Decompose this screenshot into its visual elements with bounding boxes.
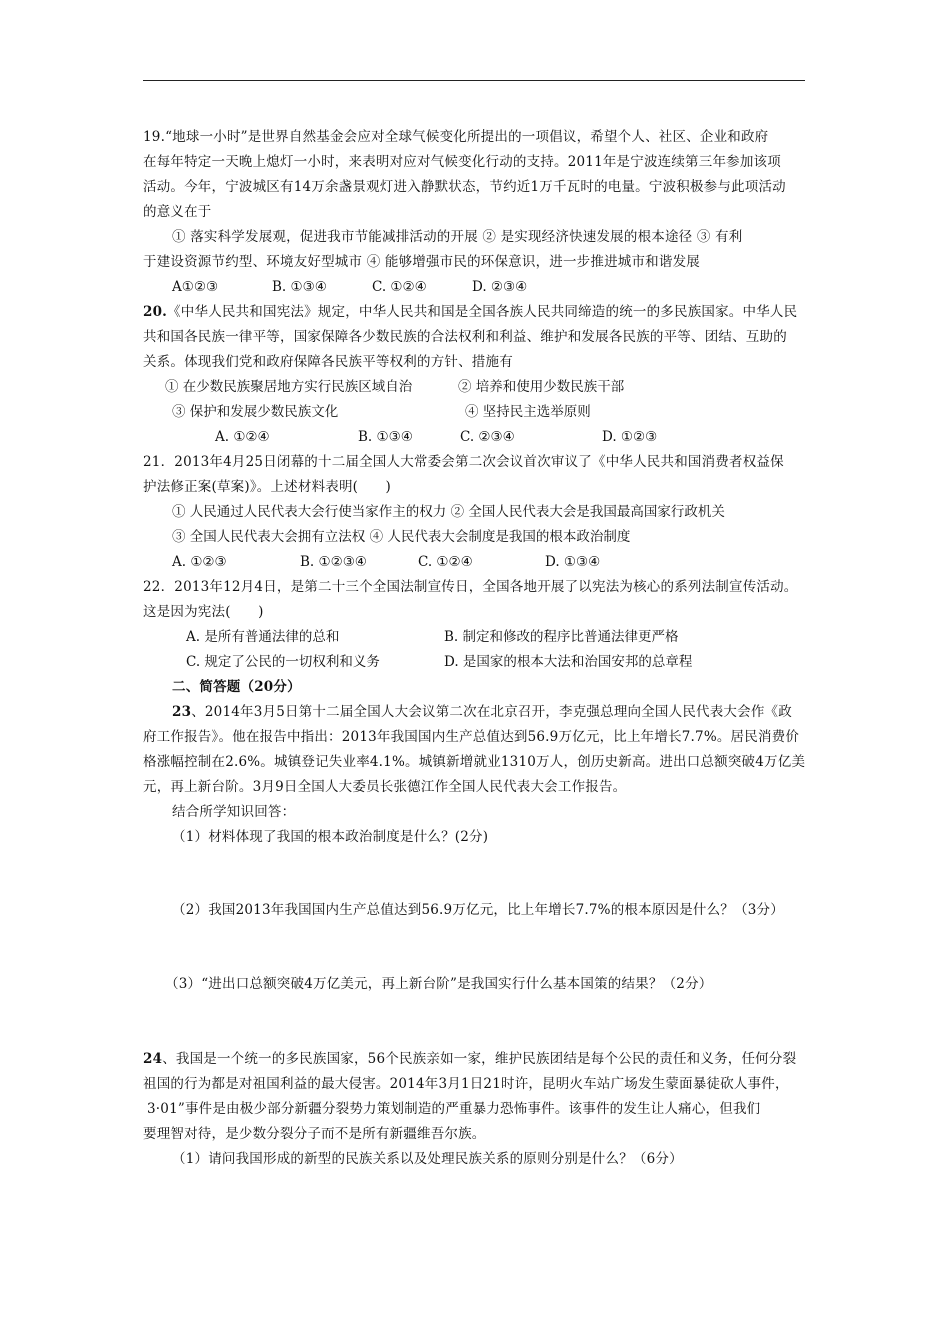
q23-line-3: 格涨幅控制在2.6%。城镇登记失业率4.1%。城镇新增就业1310万人，创历史新高。进出口总额突破4万亿美 — [143, 754, 806, 770]
q20-option-c: C. ②③④ — [460, 429, 515, 445]
q19-line-6: 于建设资源节约型、环境友好型城市 ④ 能够增强市民的环保意识，进一步推进城市和谐发展 — [143, 254, 700, 270]
q19-line-3: 活动。今年，宁波城区有14万余盏景观灯进入静默状态，节约近1万千瓦时的电量。宁波积极参与此项活动 — [143, 179, 786, 195]
q20-line-2: 共和国各民族一律平等，国家保障各少数民族的合法权利和利益、维护和发展各民族的平等、团结、互助的 — [143, 329, 787, 345]
q19-option-c: C. ①②④ — [372, 279, 427, 295]
q22-option-a: A. 是所有普通法律的总和 — [186, 629, 340, 645]
q21-option-a: A. ①②③ — [172, 554, 227, 570]
q21-item-1: ① 人民通过人民代表大会行使当家作主的权力 ② 全国人民代表大会是我国最高国家行政机关 — [172, 504, 725, 520]
q19-line-4: 的意义在于 — [143, 204, 212, 220]
q19-line-1: 19.“地球一小时”是世界自然基金会应对全球气候变化所提出的一项倡议，希望个人、社区、企业和政府 — [143, 129, 769, 145]
q20-item-2: ② 培养和使用少数民族干部 — [458, 379, 625, 395]
q21-line-2: 护法修正案(草案)》。上述材料表明( ) — [143, 479, 392, 495]
q19-line-5: ① 落实科学发展观，促进我市节能减排活动的开展 ② 是实现经济快速发展的根本途径 ③ 有利 — [172, 229, 743, 245]
q23-number: 23 — [172, 704, 192, 720]
q23-sub-1: （1）材料体现了我国的根本政治制度是什么？(2分) — [172, 829, 489, 845]
q24-number: 24 — [143, 1051, 163, 1067]
q23-line-5: 结合所学知识回答： — [172, 804, 296, 820]
q20-line-3: 关系。体现我们党和政府保障各民族平等权利的方针、措施有 — [143, 354, 513, 370]
q19-option-a: A①②③ — [172, 279, 219, 295]
q24-line-3: 3·01”事件是由极少部分新疆分裂势力策划制造的严重暴力恐怖事件。该事件的发生让人痛心，但我们 — [147, 1101, 761, 1117]
q20-text-1: 《中华人民共和国宪法》规定，中华人民共和国是全国各族人民共同缔造的统一的多民族国家。中华人民 — [167, 304, 798, 320]
q19-option-b: B. ①③④ — [272, 279, 327, 295]
q23-text-1: 、2014年3月5日第十二届全国人大会议第二次在北京召开，李克强总理向全国人民代表大会作《政 — [191, 704, 792, 720]
q23-sub-3: （3）“进出口总额突破4万亿美元，再上新台阶”是我国实行什么基本国策的结果？（2分） — [165, 976, 713, 992]
q20-option-a: A. ①②④ — [215, 429, 270, 445]
q21-option-c: C. ①②④ — [418, 554, 473, 570]
q21-item-2: ③ 全国人民代表大会拥有立法权 ④ 人民代表大会制度是我国的根本政治制度 — [172, 529, 631, 545]
q23-line-4: 元，再上新台阶。3月9日全国人大委员长张德江作全国人民代表大会工作报告。 — [143, 779, 627, 795]
q21-option-b: B. ①②③④ — [300, 554, 367, 570]
q20-option-b: B. ①③④ — [358, 429, 413, 445]
q20-option-d: D. ①②③ — [602, 429, 658, 445]
section-title: 二、简答题（20分） — [172, 679, 301, 695]
q20-item-1: ① 在少数民族聚居地方实行民族区域自治 — [165, 379, 413, 395]
q20-number: 20. — [143, 304, 168, 320]
q22-option-b: B. 制定和修改的程序比普通法律更严格 — [444, 629, 679, 645]
q24-line-1 — [143, 1050, 796, 1068]
q19-option-d: D. ②③④ — [472, 279, 528, 295]
header-rule — [143, 80, 805, 81]
q22-option-c: C. 规定了公民的一切权利和义务 — [186, 654, 380, 670]
q23-sub-2: （2）我国2013年我国国内生产总值达到56.9万亿元，比上年增长7.7%的根本原因是什么？（3分） — [172, 902, 784, 918]
q21-option-d: D. ①③④ — [545, 554, 601, 570]
q20-line-1 — [143, 303, 797, 321]
q22-line-2: 这是因为宪法( ) — [143, 604, 264, 620]
q19-line-2: 在每年特定一天晚上熄灯一小时，来表明对应对气候变化行动的支持。2011年是宁波连续第三年参加该项 — [143, 154, 781, 170]
q22-line-1: 22．2013年12月4日，是第二十三个全国法制宣传日，全国各地开展了以宪法为核心的系列法制宣传活动。 — [143, 579, 798, 595]
q23-line-2: 府工作报告》。他在报告中指出：2013年我国国内生产总值达到56.9万亿元，比上年增长7.7%。居民消费价 — [143, 729, 800, 745]
q24-text-1: 、我国是一个统一的多民族国家，56个民族亲如一家，维护民族团结是每个公民的责任和义务，任何分裂 — [162, 1051, 797, 1067]
q24-sub-1: （1）请问我国形成的新型的民族关系以及处理民族关系的原则分别是什么？（6分） — [172, 1151, 683, 1167]
q20-item-3: ③ 保护和发展少数民族文化 — [172, 404, 339, 420]
q23-line-1 — [172, 703, 792, 721]
q21-line-1: 21．2013年4月25日闭幕的十二届全国人大常委会第二次会议首次审议了《中华人民共和国消费者权益保 — [143, 454, 784, 470]
q24-line-2: 祖国的行为都是对祖国利益的最大侵害。2014年3月1日21时许，昆明火车站广场发生蒙面暴徒砍人事件， — [143, 1076, 789, 1092]
q22-option-d: D. 是国家的根本大法和治国安邦的总章程 — [444, 654, 693, 670]
q24-line-4: 要理智对待，是少数分裂分子而不是所有新疆维吾尔族。 — [143, 1126, 486, 1142]
q20-item-4: ④ 坚持民主选举原则 — [465, 404, 591, 420]
